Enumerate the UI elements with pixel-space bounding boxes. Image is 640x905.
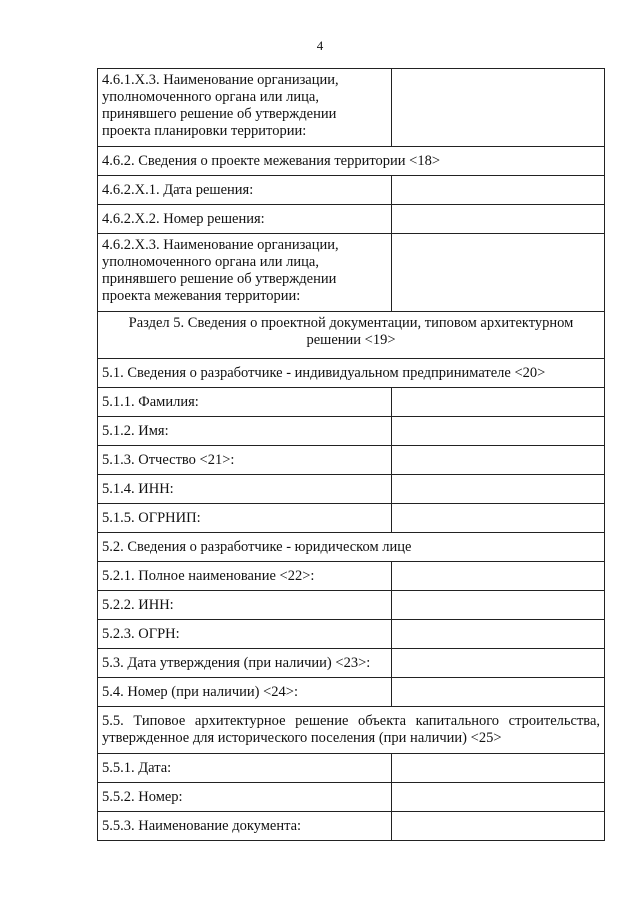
- field-value: [392, 812, 605, 841]
- field-label: 5.1.2. Имя:: [98, 417, 392, 446]
- field-value: [392, 678, 605, 707]
- table-row: [98, 69, 605, 147]
- section-heading: 5.1. Сведения о разработчике - индивидуальном предпринимателе <20>: [98, 359, 605, 388]
- field-value: [392, 205, 605, 234]
- field-value: [392, 69, 605, 147]
- field-label: 4.6.2.Х.2. Номер решения:: [98, 205, 392, 234]
- table-row: [98, 475, 605, 504]
- table-row: [98, 783, 605, 812]
- table-row: [98, 562, 605, 591]
- table-row: [98, 446, 605, 475]
- table-row: [98, 359, 605, 388]
- field-label: 4.6.1.X.3. Наименование организации, уполномоченного органа или лица, принявшего решение об утверждении проекта планировки территории:: [98, 69, 392, 147]
- table-row: [98, 147, 605, 176]
- page-number: 4: [316, 38, 324, 53]
- field-label: 5.1.4. ИНН:: [98, 475, 392, 504]
- table-row: [98, 205, 605, 234]
- field-label: 5.3. Дата утверждения (при наличии) <23>:: [98, 649, 392, 678]
- field-value: [392, 417, 605, 446]
- table-row: [98, 707, 605, 754]
- section-heading: 5.2. Сведения о разработчике - юридическом лице: [98, 533, 605, 562]
- table-row: [98, 417, 605, 446]
- table-row: [98, 620, 605, 649]
- field-value: [392, 754, 605, 783]
- table-row: [98, 754, 605, 783]
- field-value: [392, 620, 605, 649]
- field-value: [392, 783, 605, 812]
- field-value: [392, 234, 605, 312]
- field-label: 5.2.1. Полное наименование <22>:: [98, 562, 392, 591]
- field-value: [392, 388, 605, 417]
- field-value: [392, 475, 605, 504]
- field-label: 5.1.5. ОГРНИП:: [98, 504, 392, 533]
- field-label: 5.5.3. Наименование документа:: [98, 812, 392, 841]
- field-label: 5.5.2. Номер:: [98, 783, 392, 812]
- field-label: 5.1.3. Отчество <21>:: [98, 446, 392, 475]
- field-label: 5.4. Номер (при наличии) <24>:: [98, 678, 392, 707]
- table-row: [98, 812, 605, 841]
- table-row: [98, 176, 605, 205]
- field-value: [392, 504, 605, 533]
- field-value: [392, 649, 605, 678]
- field-label: 5.5.1. Дата:: [98, 754, 392, 783]
- table-row: [98, 504, 605, 533]
- field-label: 5.2.3. ОГРН:: [98, 620, 392, 649]
- table-row: [98, 591, 605, 620]
- field-value: [392, 176, 605, 205]
- application-form-table: [97, 68, 605, 841]
- section-heading: 4.6.2. Сведения о проекте межевания территории <18>: [98, 147, 605, 176]
- field-label: 5.2.2. ИНН:: [98, 591, 392, 620]
- field-value: [392, 562, 605, 591]
- table-row: [98, 388, 605, 417]
- table-row: [98, 533, 605, 562]
- field-label: 4.6.2.Х.3. Наименование организации, уполномоченного органа или лица, принявшего решение об утверждении проекта межевания территории:: [98, 234, 392, 312]
- field-label: 4.6.2.Х.1. Дата решения:: [98, 176, 392, 205]
- section-title: Раздел 5. Сведения о проектной документации, типовом архитектурном решении <19>: [98, 312, 605, 359]
- table-row: [98, 649, 605, 678]
- field-label: 5.1.1. Фамилия:: [98, 388, 392, 417]
- table-row: [98, 678, 605, 707]
- section-heading: 5.5. Типовое архитектурное решение объекта капитального строительства, утвержденное для исторического поселения (при наличии) <25>: [98, 707, 605, 754]
- field-value: [392, 446, 605, 475]
- field-value: [392, 591, 605, 620]
- table-row: [98, 234, 605, 312]
- table-row: [98, 312, 605, 359]
